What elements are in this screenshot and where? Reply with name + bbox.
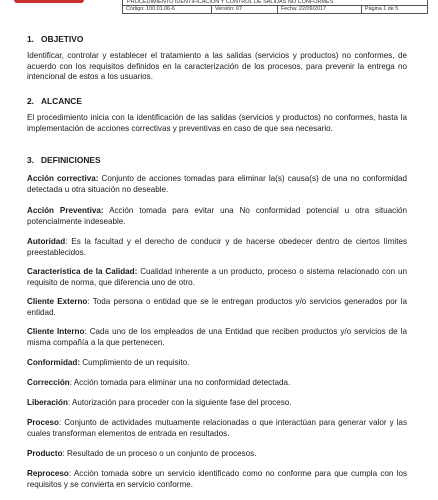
definition-item: Acción Preventiva: Acción tomada para evitar una No conformidad potencial u otra situación potencialmente indeseable. <box>27 206 407 226</box>
definition-item: Conformidad: Cumplimiento de un requisito. <box>27 358 190 367</box>
document-title: PROCEDIMIENTO IDENTIFICACION Y CONTROL DE SALIDAS NO CONFORMES <box>123 0 427 6</box>
company-logo <box>0 0 122 6</box>
definition-item: Liberación: Autorización para proceder con la siguiente fase del proceso. <box>27 398 292 407</box>
document-version: Versión: 07 <box>212 6 278 13</box>
document-date: Fecha: 22/09/2017 <box>278 6 362 13</box>
definition-item: Reproceso: Acción tomada sobre un servicio identificado como no conforme para que cumpla con los requisitos y se convierta en servicio conforme. <box>27 469 407 489</box>
definition-item: Corrección: Acción tomada para eliminar una no conformidad detectada. <box>27 378 291 387</box>
definition-item: Característica de la Calidad: Cualidad inherente a un producto, proceso o sistema relacionado con un requisito de norma, que diferencia uno de otro. <box>27 267 407 287</box>
definition-item: Cliente Interno: Cada uno de los empleados de una Entidad que reciben productos y/o servicios de la misma compañía a la que pertenecen. <box>27 327 407 347</box>
definition-item: Acción correctiva: Conjunto de acciones tomadas para eliminar la(s) causa(s) de una no conformidad detectada u otra situación no deseable. <box>27 174 408 194</box>
document-code: Código: 100.01.06-6 <box>123 6 212 13</box>
section-heading-objetivo: 1. OBJETIVO <box>27 34 84 44</box>
document-meta-row <box>123 6 427 13</box>
section-text-objetivo: Identificar, controlar y establecer el tratamiento a las salidas (servicios y productos) no conformes, de acuerdo con los requisitos definidos en la caracterización de los procesos, para prevenir la entrega no intencional de estos a los usuarios. <box>27 51 407 82</box>
section-heading-definiciones: 3. DEFINICIONES <box>27 155 101 165</box>
page-number: Página 1 de 5 <box>365 6 399 12</box>
definition-item: Autoridad: Es la facultad y el derecho de conducir y de hacerse obedecer dentro de ciertos límites preestablecidos. <box>27 237 407 257</box>
document-header <box>122 0 428 14</box>
definition-item: Producto: Resultado de un proceso o un conjunto de procesos. <box>27 449 257 458</box>
definition-item: Cliente Externo: Toda persona o entidad que se le entregan productos y/o servicios generados por la entidad. <box>27 297 407 317</box>
definition-item: Proceso: Conjunto de actividades mutuamente relacionadas o que interactúan para generar valor y las cuales transforman elementos de entrada en resultados. <box>27 418 407 438</box>
section-heading-alcance: 2. ALCANCE <box>27 96 82 106</box>
section-text-alcance: El procedimiento inicia con la identificación de las salidas (servicios y productos) no conformes, hasta la implementación de acciones correctivas y preventivas en caso de que sea necesario. <box>27 113 407 133</box>
